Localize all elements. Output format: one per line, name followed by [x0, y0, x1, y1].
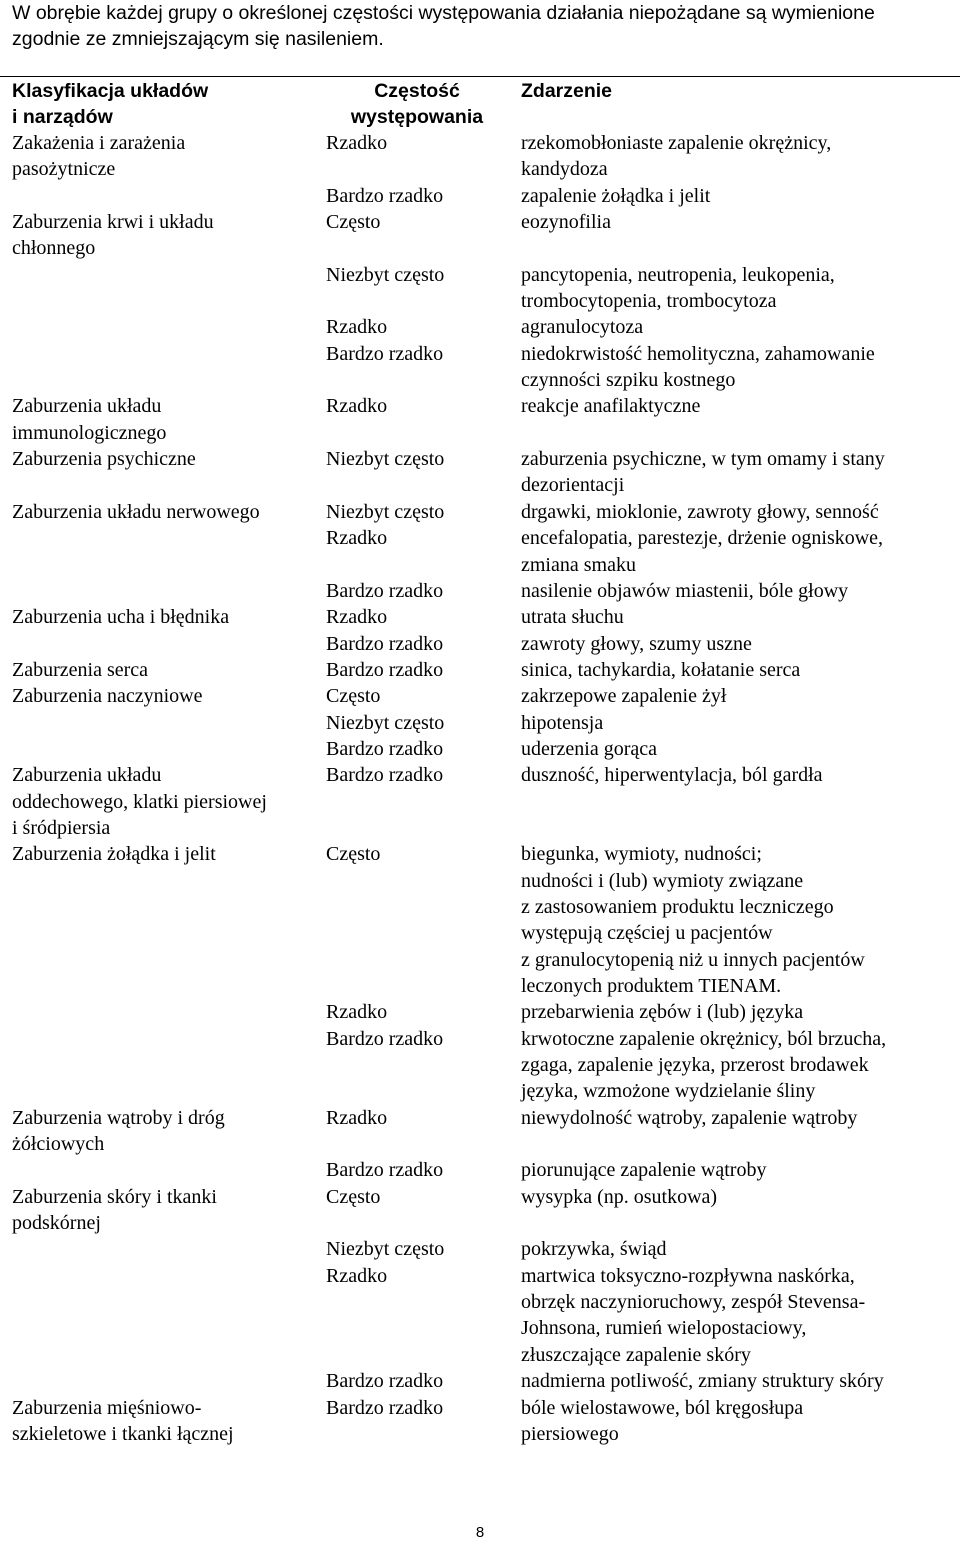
- organ-cell-line: Zaburzenia mięśniowo-: [12, 1396, 202, 1419]
- organ-cell-line: szkieletowe i tkanki łącznej: [12, 1422, 234, 1445]
- table-row: [0, 736, 960, 762]
- frequency-cell: [314, 1368, 508, 1394]
- frequency-cell-line: Niezbyt często: [326, 711, 445, 734]
- table-row: [0, 341, 960, 394]
- organ-cell: [0, 683, 314, 709]
- table-row: [0, 1026, 960, 1105]
- table-row: [0, 762, 960, 841]
- table-top-rule: [0, 76, 960, 77]
- table-row: [0, 631, 960, 657]
- event-cell: [508, 1184, 960, 1237]
- organ-cell: [0, 631, 314, 657]
- event-cell-line: wysypka (np. osutkowa): [521, 1185, 718, 1208]
- frequency-cell-line: Niezbyt często: [326, 448, 445, 471]
- organ-cell-line: Zaburzenia ucha i błędnika: [12, 606, 230, 629]
- organ-cell-line: chłonnego: [12, 237, 96, 260]
- frequency-cell-line: Bardzo rzadko: [326, 184, 444, 207]
- header-event: [508, 78, 960, 130]
- frequency-cell-line: Rzadko: [326, 132, 388, 154]
- organ-cell: [0, 130, 314, 183]
- event-cell-line: złuszczające zapalenie skóry: [521, 1343, 751, 1366]
- event-cell: [508, 525, 960, 578]
- organ-cell: [0, 1105, 314, 1158]
- event-cell-line: biegunka, wymioty, nudności;: [521, 843, 762, 866]
- organ-cell-line: i śródpiersia: [12, 816, 111, 839]
- event-cell: [508, 1105, 960, 1158]
- table-row: [0, 183, 960, 209]
- event-cell-line: przebarwienia zębów i (lub) języka: [521, 1001, 804, 1024]
- organ-cell: [0, 604, 314, 630]
- organ-cell-line: Zaburzenia układu nerwowego: [12, 500, 260, 523]
- organ-cell: [0, 999, 314, 1025]
- table-row: [0, 209, 960, 262]
- intro-line: W obrębie każdej grupy o określonej częstości występowania działania niepożądane są wymienione: [12, 2, 875, 24]
- header-text: Klasyfikacja układów: [12, 80, 209, 102]
- organ-cell: [0, 525, 314, 578]
- organ-cell-line: Zakażenia i zarażenia: [12, 132, 186, 154]
- event-cell-line: eozynofilia: [521, 211, 611, 234]
- table-row: [0, 710, 960, 736]
- event-cell-line: agranulocytoza: [521, 316, 644, 339]
- frequency-cell-line: Niezbyt często: [326, 1238, 445, 1261]
- frequency-cell-line: Często: [326, 843, 381, 866]
- frequency-cell: [314, 1236, 508, 1262]
- event-cell: [508, 183, 960, 209]
- event-cell-line: zapalenie żołądka i jelit: [521, 184, 711, 207]
- table-row: [0, 525, 960, 578]
- event-cell-line: hipotensja: [521, 711, 604, 734]
- event-cell-line: nadmierna potliwość, zmiany struktury skóry: [521, 1370, 884, 1393]
- page-number: 8: [475, 1524, 485, 1541]
- frequency-cell-line: Niezbyt często: [326, 500, 445, 523]
- header-text: i narządów: [12, 106, 113, 128]
- frequency-cell-line: Bardzo rzadko: [326, 579, 444, 602]
- table-row: [0, 314, 960, 340]
- event-cell-line: kandydoza: [521, 158, 608, 181]
- event-cell: [508, 999, 960, 1025]
- event-cell: [508, 1395, 960, 1448]
- frequency-cell-line: Rzadko: [326, 1001, 388, 1024]
- frequency-cell-line: Bardzo rzadko: [326, 764, 444, 787]
- event-cell-line: krwotoczne zapalenie okrężnicy, ból brzucha,: [521, 1027, 887, 1050]
- organ-cell-line: Zaburzenia wątroby i dróg: [12, 1106, 225, 1129]
- organ-cell-line: Zaburzenia naczyniowe: [12, 685, 203, 708]
- event-cell-line: języka, wzmożone wydzielanie śliny: [521, 1080, 816, 1103]
- frequency-cell: [314, 736, 508, 762]
- event-cell-line: duszność, hiperwentylacja, ból gardła: [521, 764, 823, 787]
- frequency-cell-line: Często: [326, 1185, 381, 1208]
- event-cell-line: Johnsona, rumień wielopostaciowy,: [521, 1317, 807, 1340]
- intro-line: zgodnie ze zmniejszającym się nasileniem.: [12, 28, 384, 50]
- table-row: [0, 1105, 960, 1158]
- frequency-cell: [314, 183, 508, 209]
- organ-cell: [0, 578, 314, 604]
- organ-cell: [0, 841, 314, 999]
- frequency-cell: [314, 1157, 508, 1183]
- event-cell: [508, 393, 960, 446]
- frequency-cell: [314, 262, 508, 315]
- frequency-cell: [314, 393, 508, 446]
- frequency-cell: [314, 657, 508, 683]
- table-row: [0, 1184, 960, 1237]
- frequency-cell-line: Bardzo rzadko: [326, 342, 444, 365]
- header-organ-class: [0, 78, 314, 130]
- header-text: występowania: [350, 106, 484, 128]
- frequency-cell: [314, 762, 508, 841]
- organ-cell: [0, 499, 314, 525]
- organ-cell: [0, 1026, 314, 1105]
- organ-cell-line: żółciowych: [12, 1133, 105, 1156]
- table-row: [0, 1395, 960, 1448]
- frequency-cell: [314, 499, 508, 525]
- frequency-cell: [314, 1184, 508, 1237]
- event-cell: [508, 578, 960, 604]
- event-cell-line: pokrzywka, świąd: [521, 1238, 667, 1261]
- event-cell: [508, 1026, 960, 1105]
- event-cell-line: dezorientacji: [521, 474, 625, 497]
- organ-cell: [0, 209, 314, 262]
- frequency-cell-line: Bardzo rzadko: [326, 658, 444, 681]
- frequency-cell: [314, 130, 508, 183]
- event-cell-line: uderzenia gorąca: [521, 737, 658, 760]
- frequency-cell-line: Rzadko: [326, 606, 388, 629]
- event-cell-line: niewydolność wątroby, zapalenie wątroby: [521, 1106, 858, 1129]
- organ-cell-line: Zaburzenia układu: [12, 764, 162, 787]
- table-row: [0, 1368, 960, 1394]
- frequency-cell: [314, 578, 508, 604]
- frequency-cell-line: Rzadko: [326, 1264, 388, 1287]
- event-cell: [508, 683, 960, 709]
- organ-cell-line: pasożytnicze: [12, 158, 116, 181]
- organ-cell: [0, 341, 314, 394]
- table-header-row: [0, 78, 960, 130]
- event-cell-line: pancytopenia, neutropenia, leukopenia,: [521, 263, 835, 286]
- event-cell: [508, 631, 960, 657]
- table-row: [0, 446, 960, 499]
- organ-cell: [0, 736, 314, 762]
- event-cell: [508, 130, 960, 183]
- organ-cell-line: Zaburzenia psychiczne: [12, 448, 196, 471]
- intro-paragraph: [12, 0, 952, 52]
- event-cell-line: nudności i (lub) wymioty związane: [521, 869, 804, 892]
- table-row: [0, 1263, 960, 1368]
- organ-cell-line: Zaburzenia krwi i układu: [12, 211, 214, 234]
- event-cell-line: piersiowego: [521, 1422, 619, 1445]
- table-row: [0, 683, 960, 709]
- event-cell-line: zgaga, zapalenie języka, przerost brodawek: [521, 1054, 869, 1077]
- event-cell: [508, 314, 960, 340]
- frequency-cell: [314, 841, 508, 999]
- event-cell: [508, 262, 960, 315]
- event-cell-line: encefalopatia, parestezje, drżenie ogniskowe,: [521, 527, 884, 550]
- table-row: [0, 393, 960, 446]
- event-cell: [508, 1368, 960, 1394]
- event-cell-line: z granulocytopenią niż u innych pacjentów: [521, 948, 865, 971]
- frequency-cell: [314, 683, 508, 709]
- event-cell-line: trombocytopenia, trombocytoza: [521, 290, 777, 313]
- organ-cell: [0, 1184, 314, 1237]
- organ-cell-line: immunologicznego: [12, 421, 167, 444]
- table-row: [0, 1236, 960, 1262]
- event-cell: [508, 209, 960, 262]
- event-cell-line: utrata słuchu: [521, 606, 624, 629]
- frequency-cell: [314, 710, 508, 736]
- frequency-cell: [314, 1105, 508, 1158]
- event-cell-line: leczonych produktem TIENAM.: [521, 975, 782, 997]
- table-row: [0, 999, 960, 1025]
- organ-cell-line: Zaburzenia żołądka i jelit: [12, 843, 216, 866]
- frequency-cell: [314, 314, 508, 340]
- frequency-cell-line: Bardzo rzadko: [326, 1370, 444, 1393]
- frequency-cell-line: Bardzo rzadko: [326, 1396, 444, 1419]
- event-cell: [508, 446, 960, 499]
- event-cell: [508, 499, 960, 525]
- organ-cell: [0, 183, 314, 209]
- organ-cell: [0, 314, 314, 340]
- frequency-cell: [314, 1395, 508, 1448]
- frequency-cell: [314, 209, 508, 262]
- organ-cell: [0, 1157, 314, 1183]
- organ-cell-line: oddechowego, klatki piersiowej: [12, 790, 267, 813]
- table-row: [0, 1157, 960, 1183]
- frequency-cell-line: Często: [326, 211, 381, 234]
- event-cell-line: bóle wielostawowe, ból kręgosłupa: [521, 1396, 804, 1419]
- organ-cell: [0, 446, 314, 499]
- organ-cell: [0, 393, 314, 446]
- event-cell-line: zawroty głowy, szumy uszne: [521, 632, 752, 655]
- event-cell-line: występują częściej u pacjentów: [521, 922, 773, 945]
- frequency-cell: [314, 446, 508, 499]
- organ-cell: [0, 1263, 314, 1368]
- event-cell: [508, 604, 960, 630]
- event-cell-line: rzekomobłoniaste zapalenie okrężnicy,: [521, 132, 832, 154]
- event-cell-line: zaburzenia psychiczne, w tym omamy i stany: [521, 448, 885, 471]
- frequency-cell: [314, 525, 508, 578]
- organ-cell-line: Zaburzenia układu: [12, 395, 162, 418]
- event-cell: [508, 841, 960, 999]
- table-row: [0, 604, 960, 630]
- frequency-cell: [314, 341, 508, 394]
- organ-cell: [0, 1395, 314, 1448]
- organ-cell-line: Zaburzenia serca: [12, 658, 149, 681]
- event-cell: [508, 710, 960, 736]
- frequency-cell-line: Rzadko: [326, 1106, 388, 1129]
- table-row: [0, 130, 960, 183]
- event-cell: [508, 341, 960, 394]
- event-cell: [508, 1236, 960, 1262]
- frequency-cell: [314, 631, 508, 657]
- event-cell: [508, 1263, 960, 1368]
- event-cell-line: czynności szpiku kostnego: [521, 369, 736, 392]
- frequency-cell-line: Rzadko: [326, 316, 388, 339]
- event-cell-line: obrzęk naczynioruchowy, zespół Stevensa-: [521, 1291, 866, 1314]
- organ-cell: [0, 710, 314, 736]
- event-cell-line: zmiana smaku: [521, 553, 636, 576]
- event-cell: [508, 1157, 960, 1183]
- frequency-cell: [314, 1263, 508, 1368]
- frequency-cell: [314, 1026, 508, 1105]
- table-row: [0, 578, 960, 604]
- event-cell: [508, 657, 960, 683]
- event-cell-line: sinica, tachykardia, kołatanie serca: [521, 658, 801, 681]
- organ-cell: [0, 762, 314, 841]
- organ-cell-line: podskórnej: [12, 1212, 101, 1235]
- event-cell: [508, 762, 960, 841]
- event-cell-line: piorunujące zapalenie wątroby: [521, 1159, 767, 1182]
- table-row: [0, 262, 960, 315]
- frequency-cell-line: Bardzo rzadko: [326, 1159, 444, 1182]
- adverse-reactions-table: [0, 78, 960, 1447]
- table-row: [0, 499, 960, 525]
- event-cell-line: niedokrwistość hemolityczna, zahamowanie: [521, 342, 875, 365]
- organ-cell: [0, 657, 314, 683]
- organ-cell: [0, 1236, 314, 1262]
- frequency-cell-line: Niezbyt często: [326, 263, 445, 286]
- event-cell-line: drgawki, mioklonie, zawroty głowy, senność: [521, 500, 879, 523]
- table-row: [0, 657, 960, 683]
- event-cell-line: z zastosowaniem produktu leczniczego: [521, 895, 834, 918]
- frequency-cell-line: Bardzo rzadko: [326, 737, 444, 760]
- frequency-cell-line: Rzadko: [326, 527, 388, 550]
- frequency-cell: [314, 604, 508, 630]
- header-text: Częstość: [374, 80, 460, 102]
- frequency-cell-line: Bardzo rzadko: [326, 632, 444, 655]
- organ-cell-line: Zaburzenia skóry i tkanki: [12, 1185, 217, 1208]
- frequency-cell-line: Często: [326, 685, 381, 708]
- frequency-cell-line: Bardzo rzadko: [326, 1027, 444, 1050]
- header-frequency: [314, 78, 508, 130]
- event-cell-line: martwica toksyczno-rozpływna naskórka,: [521, 1264, 855, 1287]
- event-cell: [508, 736, 960, 762]
- header-text: Zdarzenie: [521, 80, 613, 102]
- table-row: [0, 841, 960, 999]
- frequency-cell-line: Rzadko: [326, 395, 388, 418]
- organ-cell: [0, 1368, 314, 1394]
- organ-cell: [0, 262, 314, 315]
- event-cell-line: nasilenie objawów miastenii, bóle głowy: [521, 579, 849, 602]
- event-cell-line: zakrzepowe zapalenie żył: [521, 685, 727, 708]
- event-cell-line: reakcje anafilaktyczne: [521, 395, 701, 418]
- frequency-cell: [314, 999, 508, 1025]
